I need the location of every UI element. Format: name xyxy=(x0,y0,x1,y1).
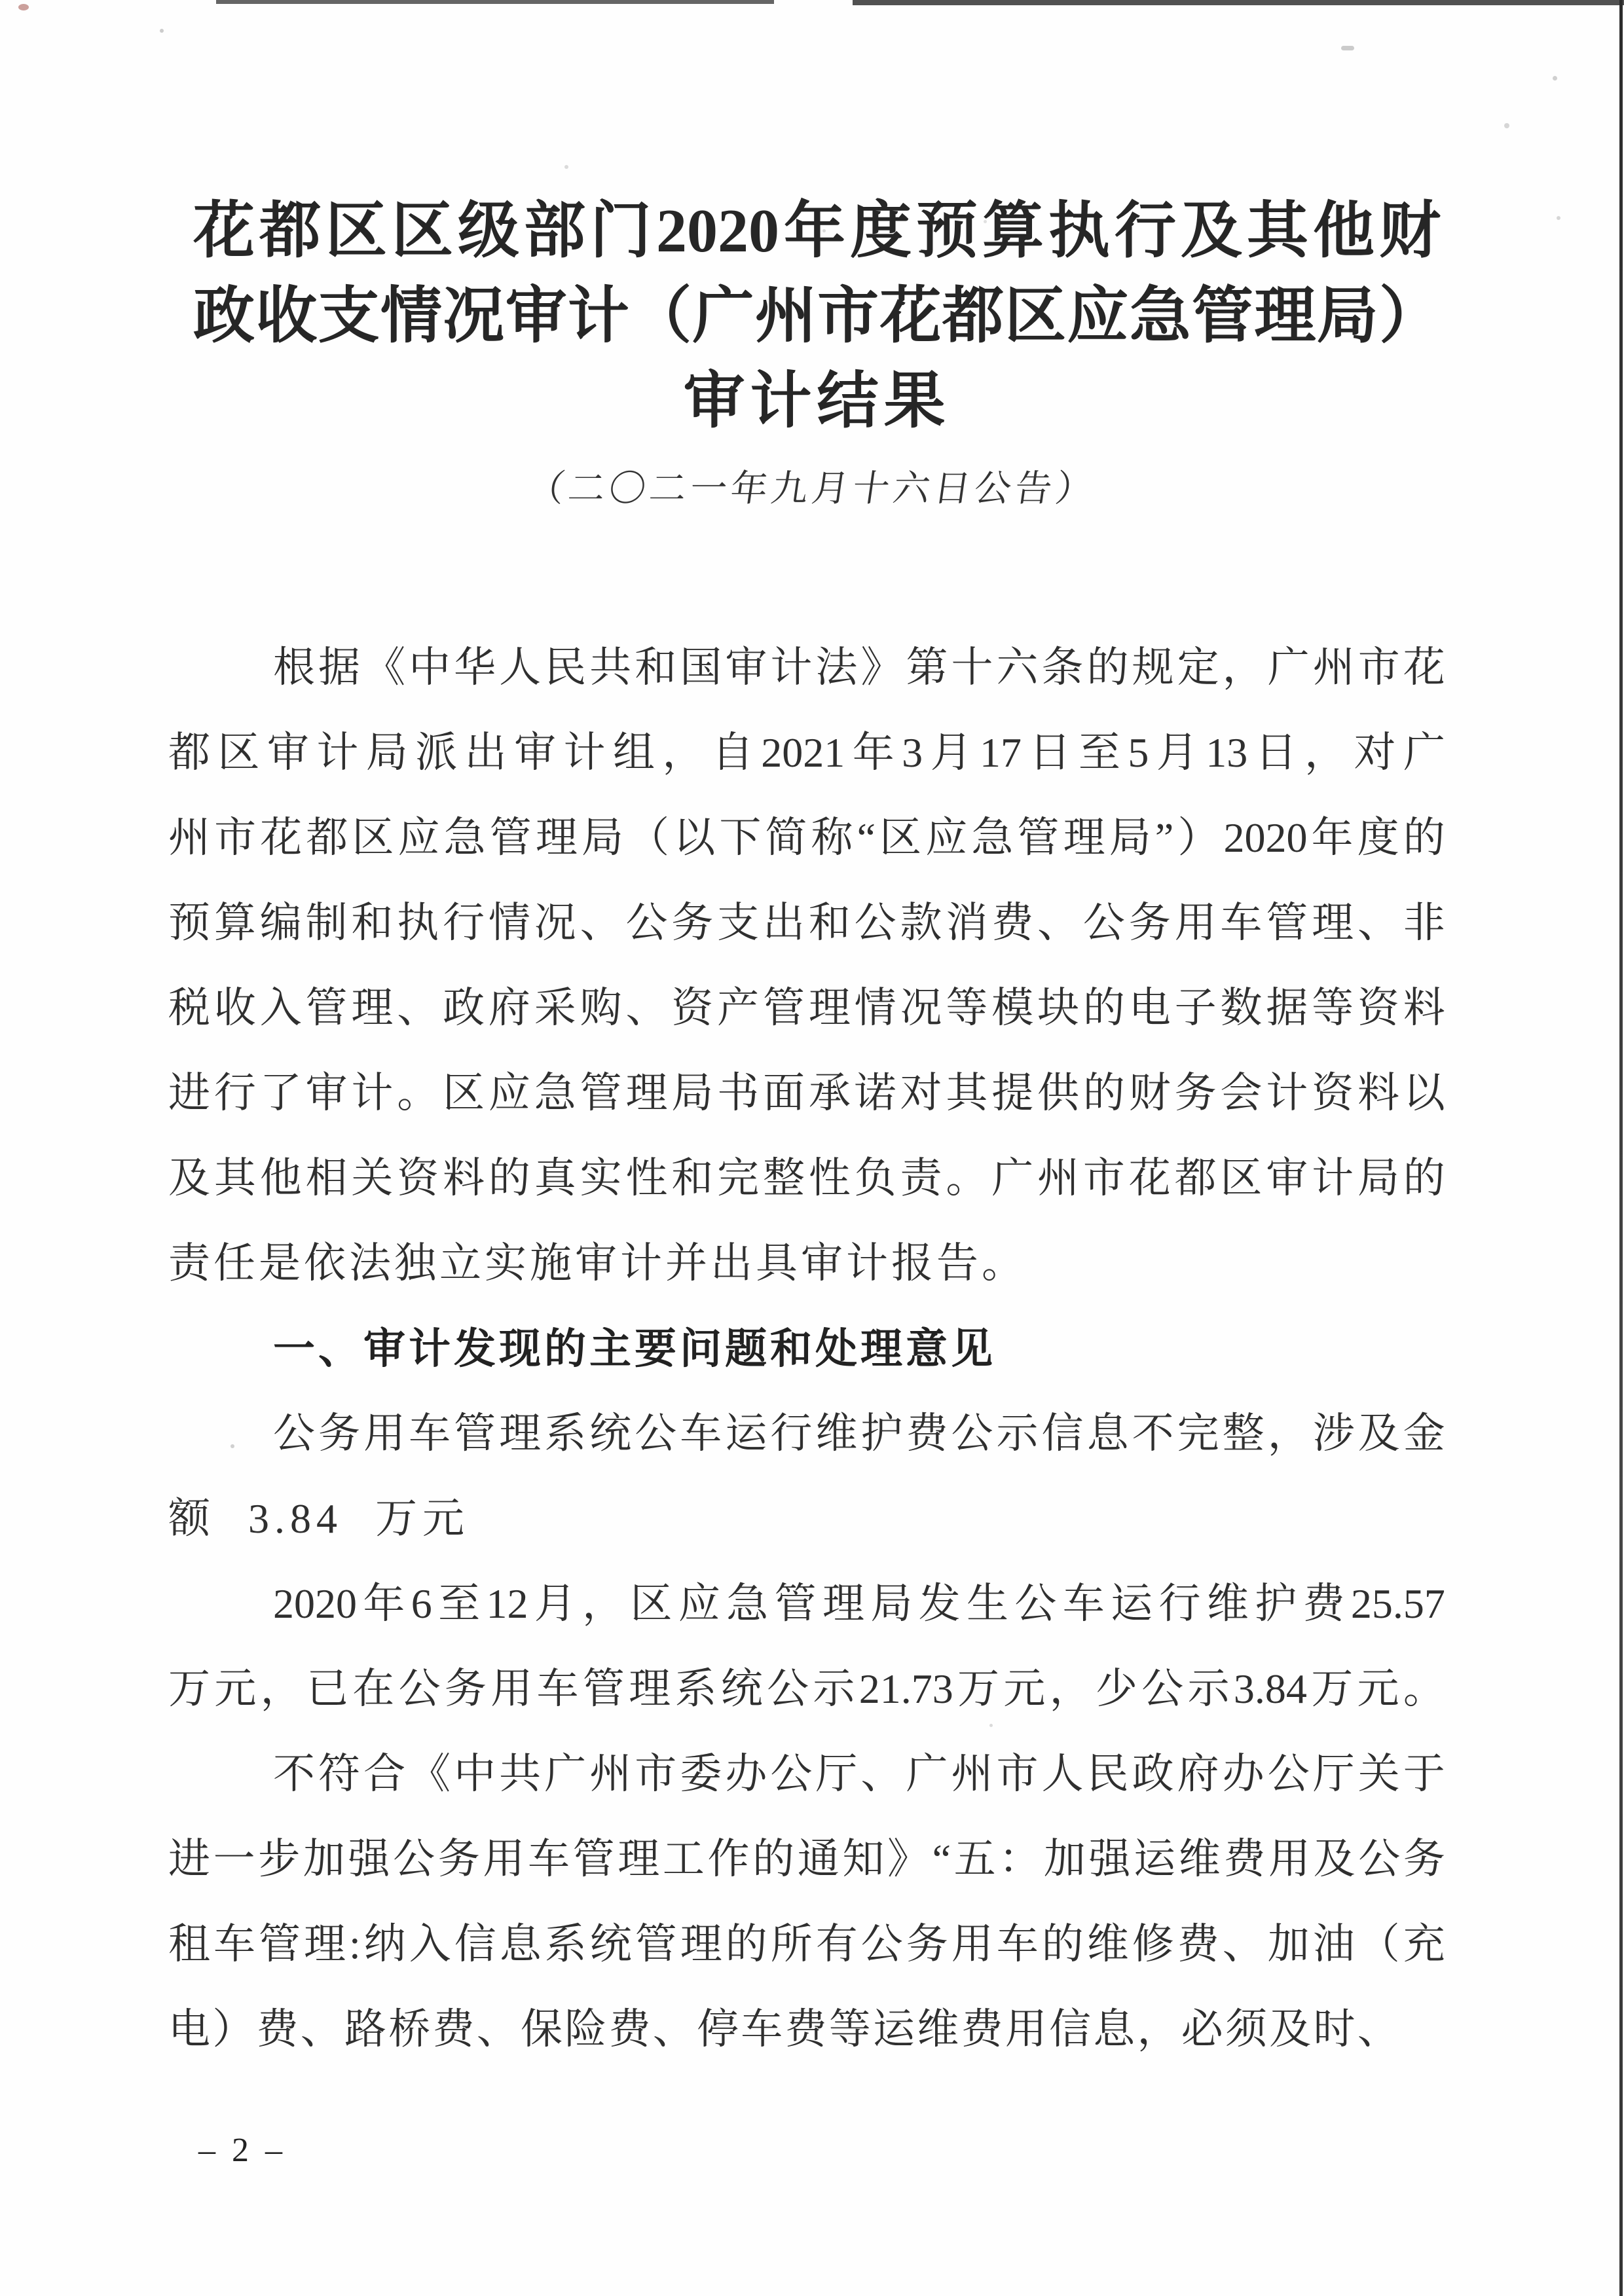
scan-edge-top xyxy=(216,0,774,4)
page-number: – 2 – xyxy=(198,2132,286,2169)
body-line: 租 车 管 理 : 纳 入 信 息 系 统 管 理 的 所 有 公 务 用 车 的 维 修 费 、 加 油 （ 充 xyxy=(168,1921,1445,1967)
scan-edge-top xyxy=(853,0,1624,5)
body-line: 州 市 花 都 区 应 急 管 理 局 （ 以 下 简 称 “ 区 应 急 管 理 局 ” ） 2020 年 度 的 xyxy=(168,814,1445,861)
body-line: 2020 年 6 至 12 月 ， 区 应 急 管 理 局 发 生 公 车 运 行 维 护 费 25.57 xyxy=(273,1580,1445,1627)
scan-speck xyxy=(1557,216,1560,220)
scan-speck xyxy=(1553,76,1557,81)
body-line: 万 元 ， 已 在 公 务 用 车 管 理 系 统 公 示 21.73 万 元 ， 少 公 示 3.84 万 元 。 xyxy=(168,1666,1445,1712)
document-title xyxy=(193,189,1441,444)
title-line-3: 审计结果 xyxy=(683,367,951,435)
scan-speck xyxy=(18,4,29,10)
scan-edge-right xyxy=(1619,0,1623,2296)
scan-speck xyxy=(564,165,568,169)
body-line: 不 符 合 《 中 共 广 州 市 委 办 公 厅 、 广 州 市 人 民 政 府 办 公 厅 关 于 xyxy=(273,1751,1445,1797)
body-line: 税 收 入 管 理 、 政 府 采 购 、 资 产 管 理 情 况 等 模 块 的 电 子 数 据 等 资 料 xyxy=(168,985,1445,1031)
body-line: 及 其 他 相 关 资 料 的 真 实 性 和 完 整 性 负 责 。 广 州 市 花 都 区 审 计 局 的 xyxy=(168,1155,1445,1201)
issue-title-line: 额 3.84 万元 xyxy=(168,1495,470,1542)
scan-speck xyxy=(1504,123,1509,128)
body-line: 根 据 《 中 华 人 民 共 和 国 审 计 法 》 第 十 六 条 的 规 定 ， 广 州 市 花 xyxy=(273,644,1445,691)
announcement-date-subtitle: （二〇二一年九月十六日公告） xyxy=(525,469,1099,509)
body-line: 进 行 了 审 计 。 区 应 急 管 理 局 书 面 承 诺 对 其 提 供 的 财 务 会 计 资 料 以 xyxy=(168,1070,1445,1116)
title-line-2: 政 收 支 情 况 审 计 （ 广 州 市 花 都 区 应 急 管 理 局 ） xyxy=(193,282,1441,350)
body-line: 预 算 编 制 和 执 行 情 况 、 公 务 支 出 和 公 款 消 费 、 公 务 用 车 管 理 、 非 xyxy=(168,900,1445,946)
body-line: 进 一 步 加 强 公 务 用 车 管 理 工 作 的 通 知 》 “ 五 ： 加 强 运 维 费 用 及 公 务 xyxy=(168,1836,1445,1882)
scan-speck xyxy=(160,29,164,33)
section-heading: 一、审计发现的主要问题和处理意见 xyxy=(273,1325,996,1372)
body-line: 电 ） 费 、 路 桥 费 、 保 险 费 、 停 车 费 等 运 维 费 用 信 息 ， 必 须 及 时 、 xyxy=(168,2006,1399,2052)
body-line: 都 区 审 计 局 派 出 审 计 组 ， 自 2021 年 3 月 17 日 至 5 月 13 日 ， 对 广 xyxy=(168,729,1445,776)
issue-title-line: 公 务 用 车 管 理 系 统 公 车 运 行 维 护 费 公 示 信 息 不 完 整 ， 涉 及 金 xyxy=(273,1410,1445,1457)
document-body xyxy=(168,625,1445,2072)
body-line: 责任是依法独立实施审计并出具审计报告。 xyxy=(168,1240,1027,1286)
scan-speck xyxy=(1341,46,1354,50)
title-line-1: 花 都 区 区 级 部 门 2020 年 度 预 算 执 行 及 其 他 财 xyxy=(193,197,1441,265)
